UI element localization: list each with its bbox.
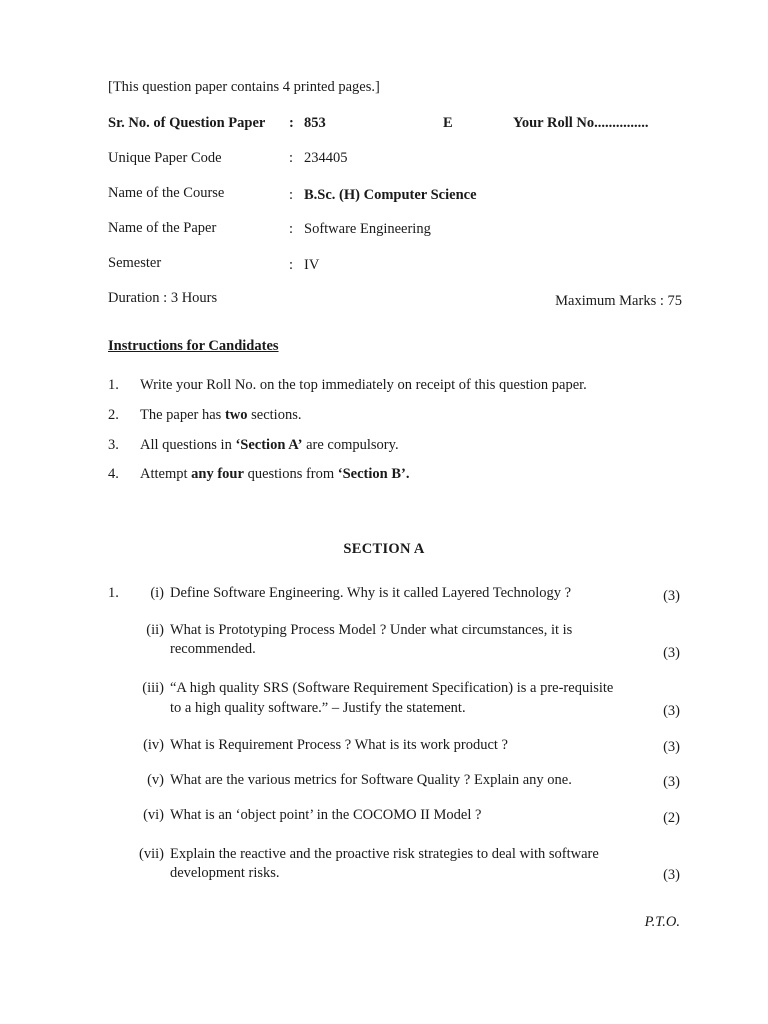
semester-colon: : xyxy=(289,257,294,273)
part-marks: (2) xyxy=(663,810,680,826)
instructions-title: Instructions for Candidates xyxy=(108,338,279,354)
page-count-note: [This question paper contains 4 printed pages.] xyxy=(108,79,380,95)
unique-code-colon: : xyxy=(289,150,294,166)
sr-no-colon: : xyxy=(289,115,294,131)
part-marks: (3) xyxy=(663,867,680,883)
part-text: What is Requirement Process ? What is its work product ? xyxy=(170,737,508,753)
part-label: (i) xyxy=(150,585,164,601)
part-text: Define Software Engineering. Why is it called Layered Technology ? xyxy=(170,585,572,601)
instruction-text: Attempt any four questions from ‘Section B’. xyxy=(140,466,410,482)
instruction-text: All questions in ‘Section A’ are compulsory. xyxy=(140,437,399,453)
set-code: E xyxy=(443,115,453,131)
paper-value: Software Engineering xyxy=(304,221,431,237)
part-label: (ii) xyxy=(146,622,164,638)
part-text: What is an ‘object point’ in the COCOMO II Model ? xyxy=(170,807,482,823)
part-marks: (3) xyxy=(663,645,680,661)
course-colon: : xyxy=(289,187,294,203)
part-text: What is Prototyping Process Model ? Under what circumstances, it is xyxy=(170,622,573,638)
duration: Duration : 3 Hours xyxy=(108,290,218,306)
paper-colon: : xyxy=(289,221,294,237)
unique-code-label: Unique Paper Code xyxy=(108,150,222,166)
instruction-number: 3. xyxy=(108,437,119,453)
part-marks: (3) xyxy=(663,703,680,719)
part-label: (v) xyxy=(147,772,164,788)
maximum-marks: Maximum Marks : 75 xyxy=(555,293,682,309)
part-marks: (3) xyxy=(663,588,680,604)
instruction-number: 2. xyxy=(108,407,119,423)
instruction-number: 4. xyxy=(108,466,119,482)
instruction-number: 1. xyxy=(108,377,119,393)
section-a-title: SECTION A xyxy=(343,541,425,557)
part-marks: (3) xyxy=(663,774,680,790)
part-label: (vi) xyxy=(143,807,164,823)
part-text-continued: recommended. xyxy=(170,641,256,657)
part-label: (iii) xyxy=(142,680,164,696)
part-text-continued: to a high quality software.” – Justify the statement. xyxy=(170,700,466,716)
part-text: What are the various metrics for Software Quality ? Explain any one. xyxy=(170,772,572,788)
course-label: Name of the Course xyxy=(108,185,225,201)
instruction-text: Write your Roll No. on the top immediately on receipt of this question paper. xyxy=(140,377,587,393)
instruction-text: The paper has two sections. xyxy=(140,407,302,423)
please-turn-over: P.T.O. xyxy=(644,914,680,930)
course-value: B.Sc. (H) Computer Science xyxy=(304,187,477,203)
question-number: 1. xyxy=(108,585,119,601)
part-marks: (3) xyxy=(663,739,680,755)
paper-label: Name of the Paper xyxy=(108,220,217,236)
part-label: (vii) xyxy=(139,846,164,862)
roll-no-field: Your Roll No............... xyxy=(513,115,649,131)
part-label: (iv) xyxy=(143,737,164,753)
sr-no-label: Sr. No. of Question Paper xyxy=(108,115,266,131)
part-text-continued: development risks. xyxy=(170,865,280,881)
part-text: Explain the reactive and the proactive risk strategies to deal with software xyxy=(170,846,599,862)
unique-code-value: 234405 xyxy=(304,150,348,166)
semester-label: Semester xyxy=(108,255,162,271)
semester-value: IV xyxy=(304,257,320,273)
sr-no-value: 853 xyxy=(304,115,326,131)
part-text: “A high quality SRS (Software Requirement Specification) is a pre-requisite xyxy=(170,680,614,696)
